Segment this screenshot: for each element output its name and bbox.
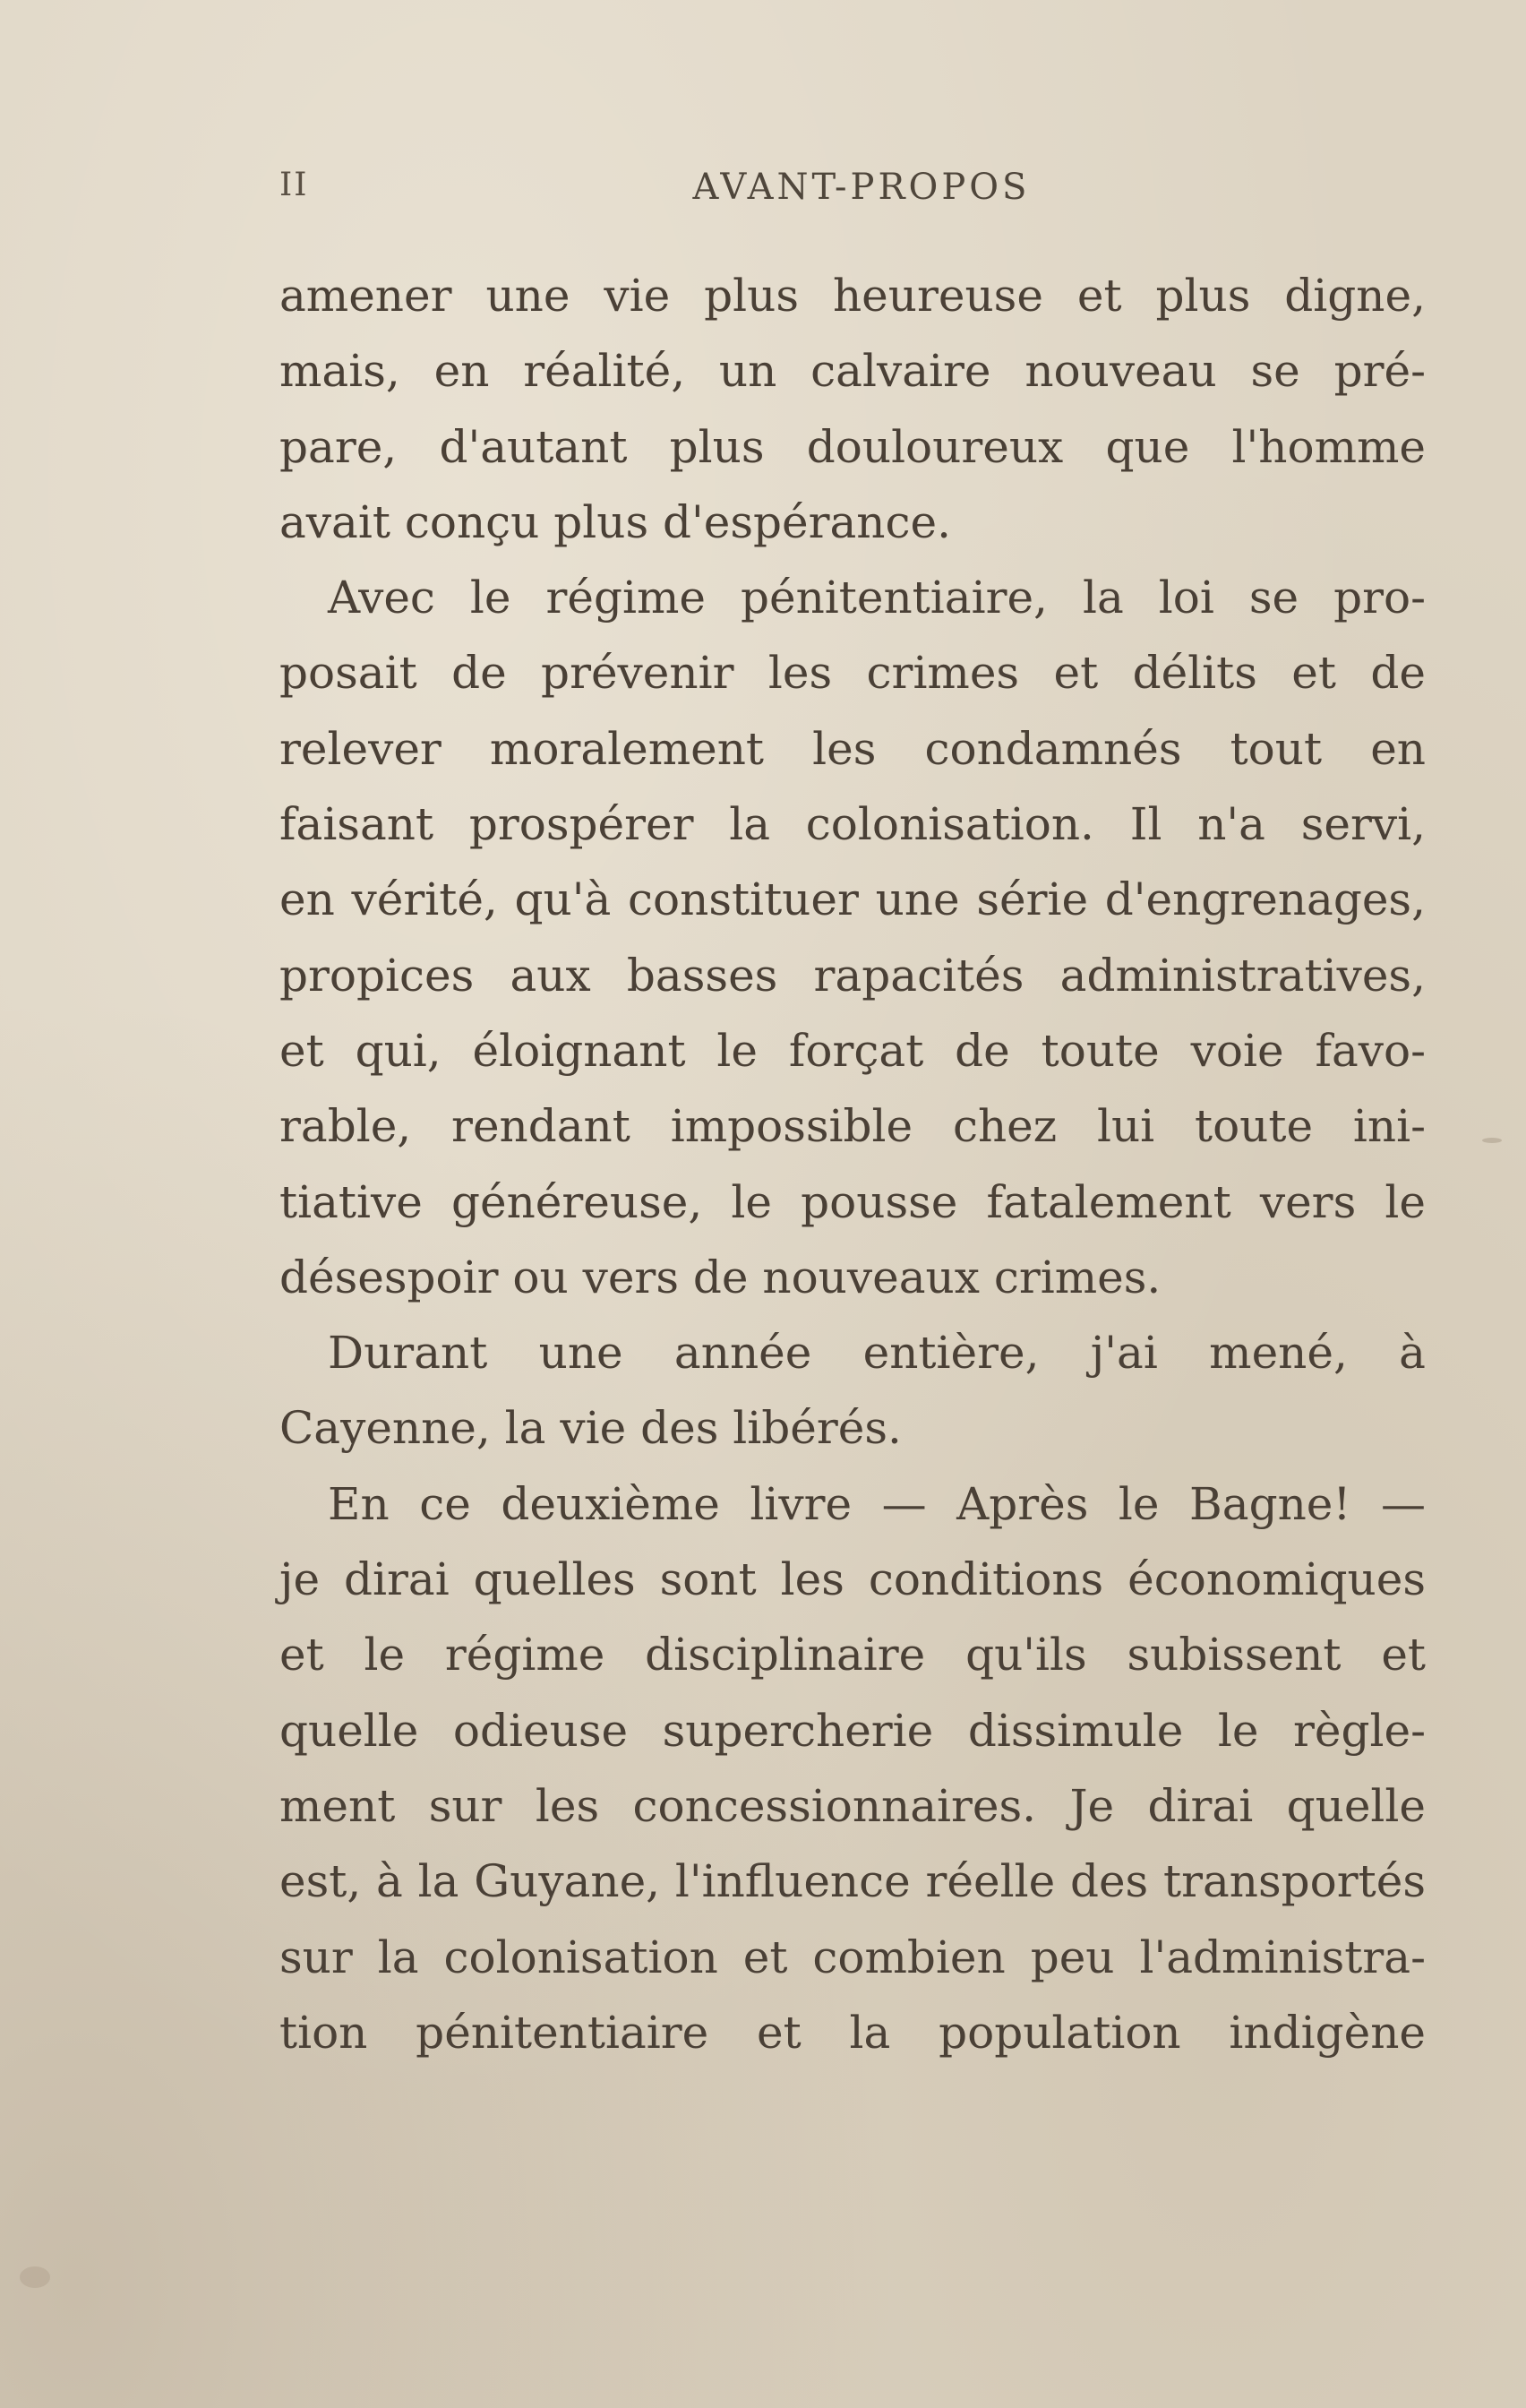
text-line: en vérité, qu'à constituer une série d'engrenages,: [279, 873, 1426, 926]
page-number: II: [279, 167, 309, 203]
text-line: Cayenne, la vie des libérés.: [279, 1402, 902, 1455]
body-text: [279, 258, 1426, 2070]
text-line: Durant une année entière, j'ai mené, à: [328, 1327, 1426, 1380]
text-line: pare, d'autant plus douloureux que l'homme: [279, 420, 1426, 473]
paper-stain: [1482, 1138, 1502, 1143]
running-title: AVANT-PROPOS: [692, 167, 1031, 208]
paper-stain: [20, 2266, 50, 2288]
text-line: mais, en réalité, un calvaire nouveau se pré-: [279, 345, 1426, 398]
text-line: je dirai quelles sont les conditions économiques: [279, 1553, 1426, 1606]
text-line: relever moralement les condamnés tout en: [279, 722, 1426, 775]
text-line: tion pénitentiaire et la population indigène: [279, 2006, 1426, 2059]
text-line: avait conçu plus d'espérance.: [279, 495, 951, 548]
text-line: Avec le régime pénitentiaire, la loi se pro-: [328, 572, 1426, 624]
text-line: et le régime disciplinaire qu'ils subissent et: [279, 1629, 1426, 1681]
text-line: faisant prospérer la colonisation. Il n'a servi,: [279, 798, 1426, 851]
text-line: ment sur les concessionnaires. Je dirai quelle: [279, 1779, 1426, 1832]
text-line: En ce deuxième livre — Après le Bagne! —: [328, 1477, 1426, 1530]
text-line: désespoir ou vers de nouveaux crimes.: [279, 1251, 1162, 1303]
text-line: est, à la Guyane, l'influence réelle des transportés: [279, 1855, 1426, 1908]
text-line: rable, rendant impossible chez lui toute ini-: [279, 1100, 1426, 1153]
text-line: quelle odieuse supercherie dissimule le règle-: [279, 1704, 1426, 1757]
text-line: amener une vie plus heureuse et plus digne,: [279, 270, 1426, 322]
text-line: sur la colonisation et combien peu l'administra-: [279, 1931, 1426, 1983]
page-header: [279, 167, 1426, 220]
text-line: et qui, éloignant le forçat de toute voie favo-: [279, 1024, 1426, 1077]
text-line: tiative généreuse, le pousse fatalement vers le: [279, 1175, 1426, 1228]
text-line: propices aux basses rapacités administratives,: [279, 949, 1426, 1002]
text-line: posait de prévenir les crimes et délits et de: [279, 647, 1426, 700]
